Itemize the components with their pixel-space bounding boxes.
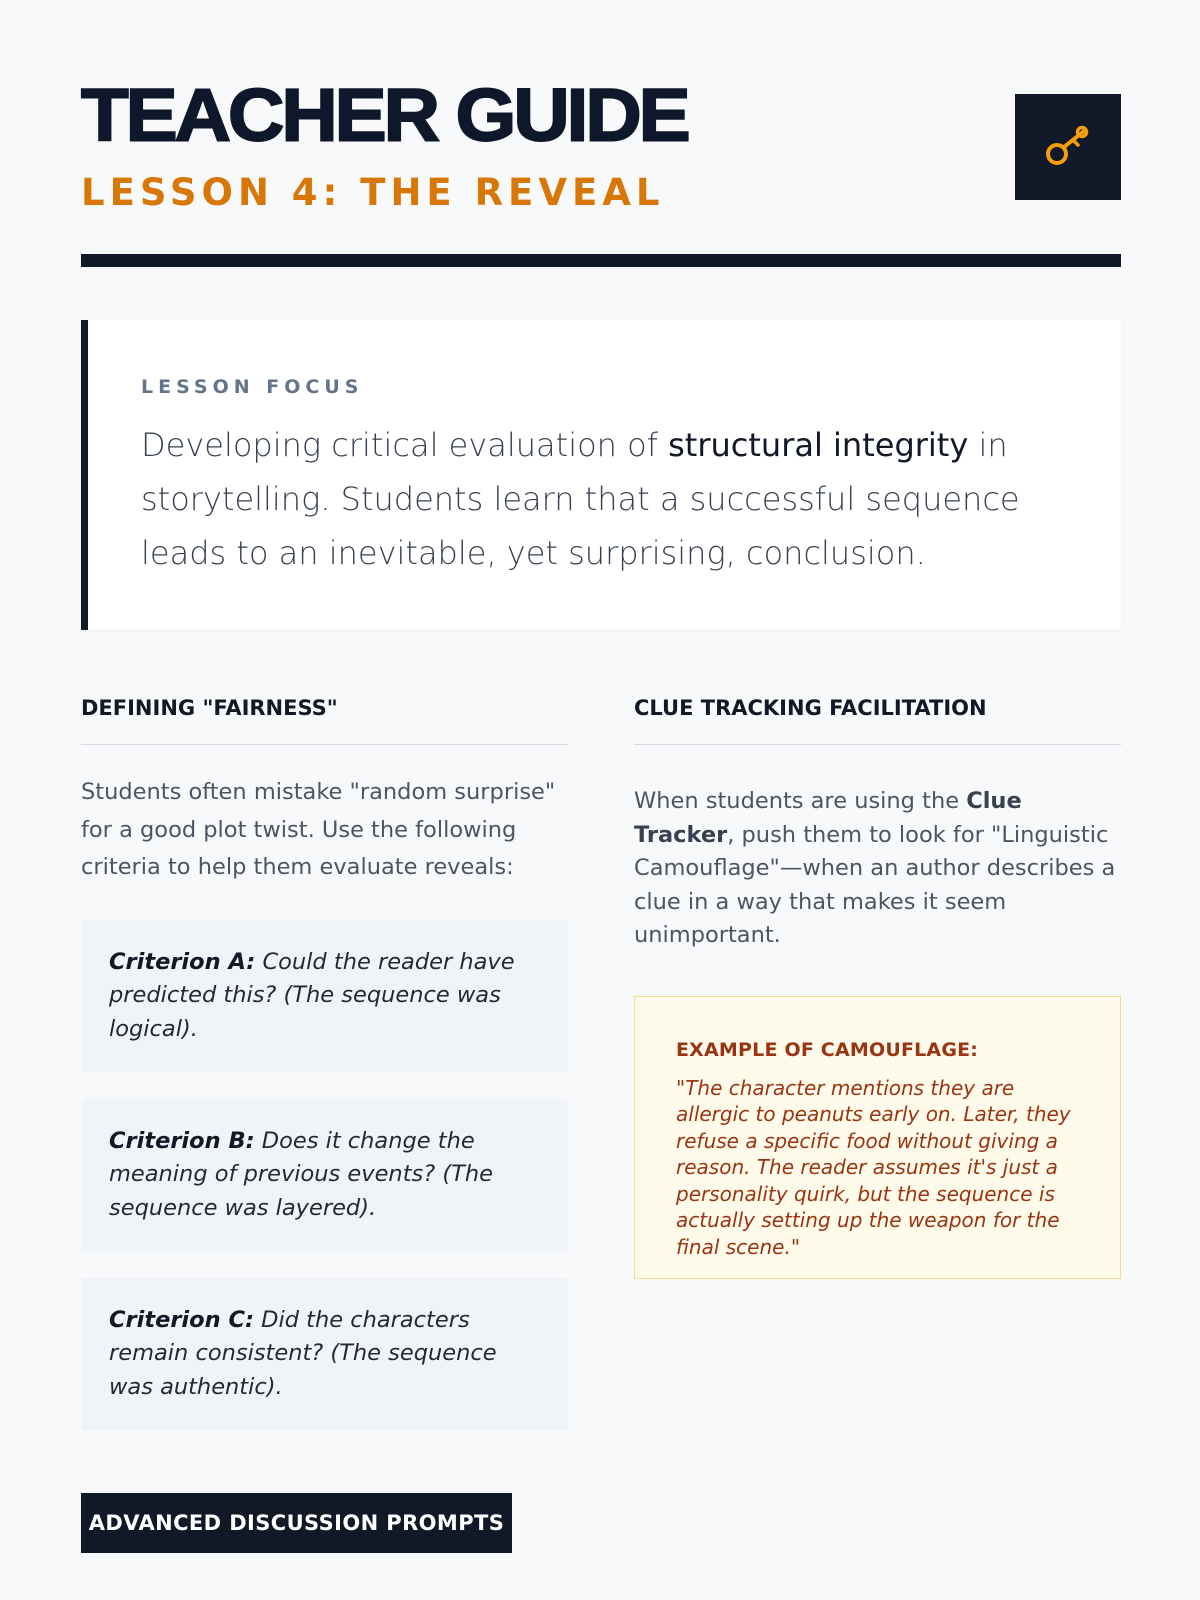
criterion-text: Did the characters remain consistent? (The sequence was authentic). bbox=[109, 1306, 497, 1400]
header bbox=[81, 0, 1121, 268]
lesson-focus-text bbox=[141, 418, 1081, 580]
key-icon bbox=[1042, 119, 1094, 175]
fairness-intro: Students often mistake "random surprise" for a good plot twist. Use the following criteria to help them evaluate reveals: bbox=[81, 779, 556, 880]
page-title: TEACHER GUIDE bbox=[81, 73, 688, 157]
criterion-c-card bbox=[81, 1278, 568, 1430]
criterion-text: Could the reader have predicted this? (The sequence was logical). bbox=[109, 948, 515, 1042]
clue-tracker-name: Clue Tracker bbox=[634, 788, 1022, 848]
clue-tracking-heading: CLUE TRACKING FACILITATION bbox=[634, 696, 1121, 745]
criteria-list bbox=[81, 920, 568, 1430]
focus-text-end: in storytelling. Students learn that a successful sequence leads to an inevitable, yet surprising, conclusion. bbox=[141, 426, 1020, 572]
criterion-b-card bbox=[81, 1099, 568, 1251]
key-badge bbox=[1015, 94, 1121, 200]
example-title: EXAMPLE OF CAMOUFLAGE: bbox=[676, 1038, 979, 1061]
lesson-focus-label: LESSON FOCUS bbox=[141, 376, 364, 398]
criterion-a-card bbox=[81, 920, 568, 1072]
lesson-subtitle: LESSON 4: THE REVEAL bbox=[81, 171, 665, 214]
advanced-discussion-prompts-button[interactable]: ADVANCED DISCUSSION PROMPTS bbox=[81, 1493, 512, 1553]
criterion-label: Criterion B: bbox=[109, 1127, 255, 1154]
fairness-column bbox=[81, 696, 568, 1430]
teacher-guide-page bbox=[81, 0, 1121, 1535]
fairness-heading: DEFINING "FAIRNESS" bbox=[81, 696, 568, 745]
clue-intro-start: When students are using the bbox=[634, 788, 967, 814]
header-divider bbox=[81, 254, 1121, 267]
criterion-label: Criterion A: bbox=[109, 948, 256, 975]
clue-intro-end: , push them to look for "Linguistic Camouflage"—when an author describes a clue in a way that makes it seem unimportant. bbox=[634, 821, 1116, 948]
example-quote: "The character mentions they are allergic to peanuts early on. Later, they refuse a specific food without giving a reason. The reader assumes it's just a personality quirk, but the sequence is actually setting up the weapon for the final scene." bbox=[676, 1075, 1071, 1259]
lesson-focus-card bbox=[81, 320, 1121, 630]
criterion-label: Criterion C: bbox=[109, 1306, 254, 1333]
focus-text-emphasis: structural integrity bbox=[668, 426, 969, 464]
clue-tracking-intro bbox=[634, 785, 1121, 953]
criterion-text: Does it change the meaning of previous events? (The sequence was layered). bbox=[109, 1127, 493, 1221]
camouflage-example-box bbox=[634, 996, 1121, 1279]
clue-tracking-column bbox=[634, 696, 1121, 1279]
focus-text-start: Developing critical evaluation of bbox=[141, 426, 669, 464]
